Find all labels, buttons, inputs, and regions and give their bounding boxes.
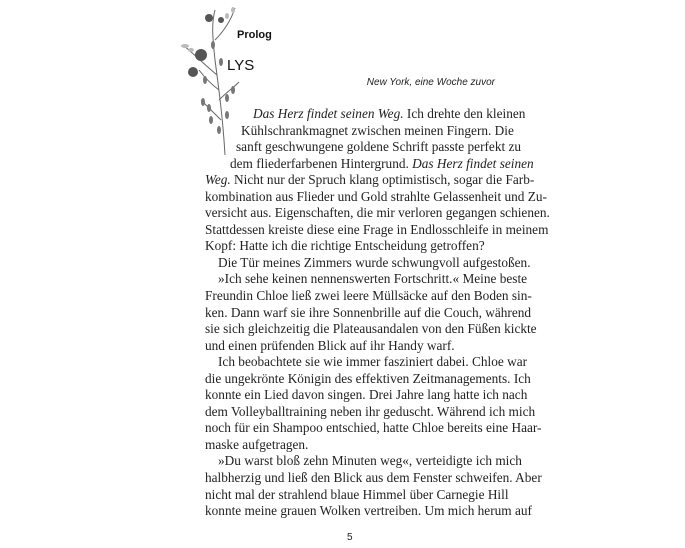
- text-segment: sie sich gleichzeitig die Plateausandalen von den Füßen kickte: [205, 321, 537, 337]
- text-line: [205, 403, 536, 421]
- text-segment: nicht mal der strahlend blaue Himmel über Carnegie Hill: [205, 486, 509, 502]
- text-segment: die ungekrönte Königin des effektiven Zeitmanagements. Ich: [205, 370, 531, 386]
- text-line: [205, 122, 514, 140]
- text-segment: »Du warst bloß zehn Minuten weg«, verteidigte ich mich: [218, 453, 522, 469]
- text-line: [205, 254, 531, 272]
- text-line: [205, 470, 542, 487]
- text-line: [205, 370, 531, 388]
- text-segment: kombination aus Flieder und Gold strahlte Gelassenheit und Zu-: [205, 188, 547, 204]
- body-text: [205, 106, 550, 520]
- text-line: [205, 486, 509, 504]
- character-name: LYS: [227, 57, 255, 74]
- text-segment: und einen prüfenden Blick auf ihr Handy warf.: [205, 337, 455, 353]
- text-segment: Stattdessen kreiste diese eine Frage in Endlosschleife in meinem: [205, 221, 549, 237]
- text-segment: versicht aus. Eigenschaften, die mir verloren gegangen schienen.: [205, 205, 550, 221]
- text-segment: Kühlschrankmagnet zwischen meinen Fingern. Die: [241, 122, 514, 138]
- text-segment: maske aufgetragen.: [205, 436, 309, 452]
- text-line: [205, 387, 528, 404]
- text-segment: Kopf: Hatte ich die richtige Entscheidung getroffen?: [205, 238, 485, 254]
- text-segment: dem fliederfarbenen Hintergrund.: [230, 155, 413, 171]
- text-line: [205, 155, 534, 173]
- text-line: [205, 172, 535, 189]
- text-line: [205, 338, 495, 355]
- text-line: [205, 304, 532, 322]
- text-line: [205, 221, 549, 239]
- text-line: [205, 437, 495, 454]
- text-segment: Ich drehte den kleinen: [403, 106, 526, 121]
- text-segment: Nicht nur der Spruch klang optimistisch, sogar die Farb-: [230, 172, 535, 188]
- page-number: 5: [347, 532, 353, 543]
- text-line: [205, 205, 550, 222]
- text-line: [205, 321, 537, 338]
- text-line: [205, 420, 542, 437]
- text-segment: Die Tür meines Zimmers wurde schwungvoll aufgestoßen.: [218, 254, 531, 270]
- chapter-heading: Prolog: [237, 29, 272, 41]
- text-line: [205, 354, 528, 371]
- text-line: [205, 503, 532, 520]
- text-segment: konnte ein Lied davon singen. Drei Jahre lang hatte ich nach: [205, 387, 528, 403]
- text-line: [205, 106, 526, 123]
- text-segment: sanft geschwungene goldene Schrift passte perfekt zu: [236, 139, 522, 155]
- italic-text: Das Herz findet seinen: [412, 155, 534, 171]
- italic-text: Weg.: [205, 172, 231, 188]
- text-line: [205, 139, 522, 156]
- text-segment: »Ich sehe keinen nennenswerten Fortschritt.« Meine beste: [218, 271, 528, 287]
- text-segment: noch für ein Shampoo entschied, hatte Chloe bereits eine Haar-: [205, 420, 542, 436]
- text-line: [205, 453, 522, 470]
- text-line: [205, 271, 528, 288]
- text-segment: halbherzig und ließ den Blick aus dem Fenster schweifen. Aber: [205, 470, 542, 486]
- text-segment: Freundin Chloe ließ zwei leere Müllsäcke auf den Boden sin-: [205, 288, 532, 304]
- text-segment: Ich beobachtete sie wie immer fasziniert dabei. Chloe war: [218, 354, 528, 370]
- text-segment: dem Volleyballtraining neben ihr geduscht. Während ich mich: [205, 403, 536, 419]
- place-time-subtitle: New York, eine Woche zuvor: [366, 77, 495, 88]
- text-segment: konnte meine grauen Wolken vertreiben. Um mich herum auf: [205, 503, 532, 519]
- text-segment: ken. Dann warf sie ihre Sonnenbrille auf die Couch, während: [205, 304, 532, 320]
- text-line: [205, 188, 547, 206]
- italic-text: Das Herz findet seinen Weg.: [253, 106, 404, 121]
- text-line: [205, 238, 495, 255]
- text-line: [205, 288, 532, 305]
